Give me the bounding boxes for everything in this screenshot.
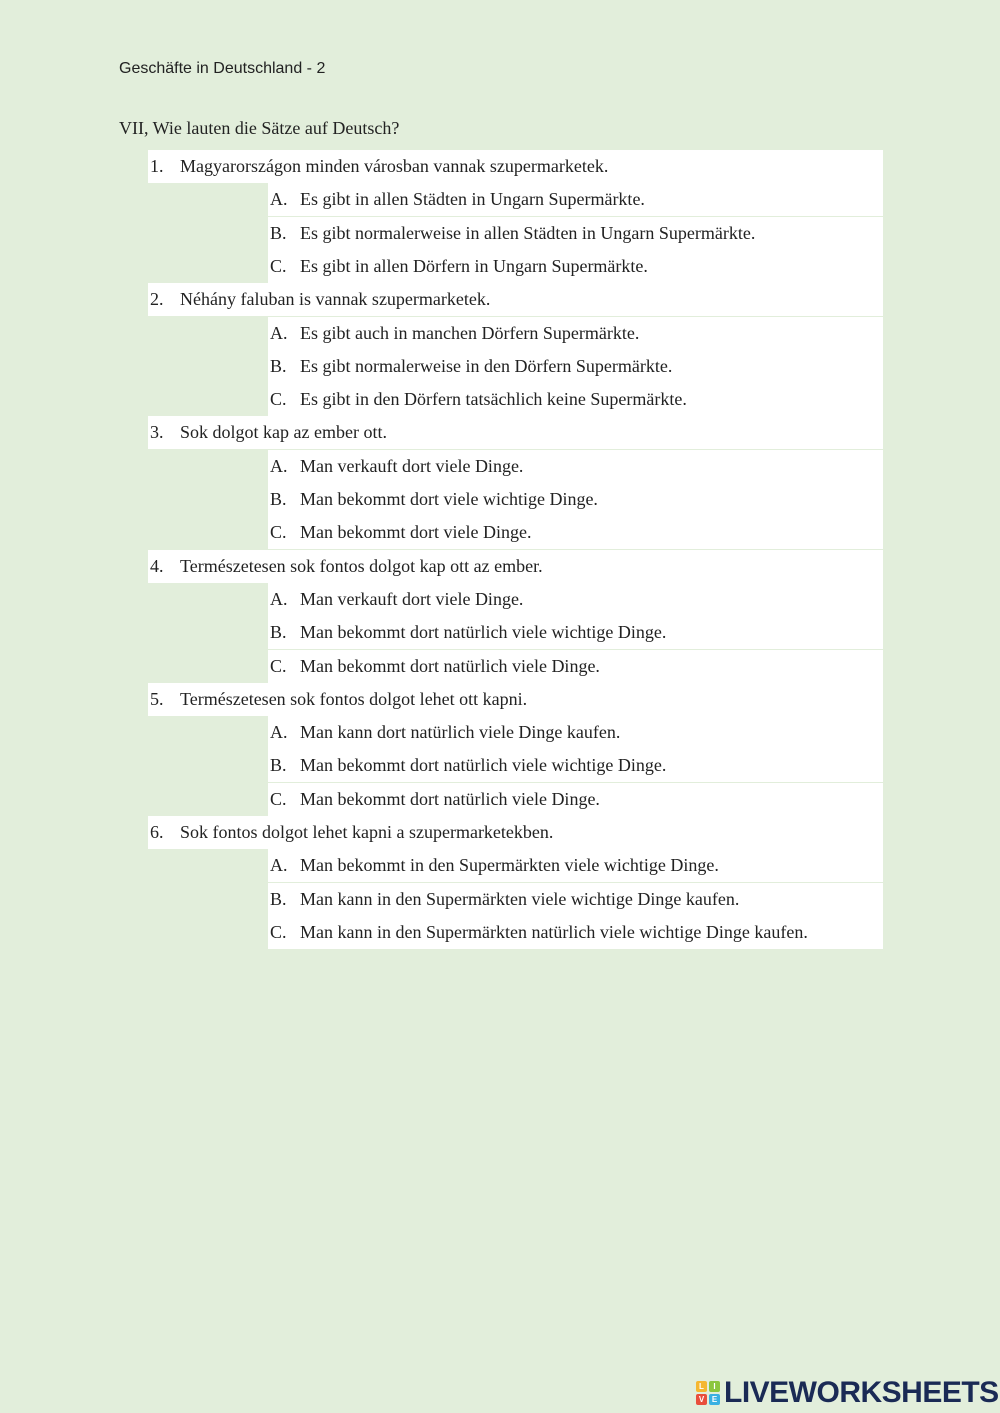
answer-option-5-b[interactable] [268,749,883,782]
answer-option-3-c[interactable] [268,516,883,549]
option-letter: A. [270,588,288,609]
option-text: Es gibt auch in manchen Dörfern Supermärkte. [300,322,640,343]
option-letter: C. [270,655,287,676]
option-text: Man bekommt dort viele wichtige Dinge. [300,489,598,509]
question-number: 2. [150,289,164,310]
answer-option-6-b[interactable] [268,883,883,916]
logo-square: V [696,1394,707,1405]
logo-square: E [709,1394,720,1405]
option-text: Man kann in den Supermärkten natürlich viele wichtige Dinge kaufen. [300,921,808,942]
question-text: Sok dolgot kap az ember ott. [180,422,387,443]
option-letter: A. [270,189,288,210]
option-text: Es gibt in allen Städten in Ungarn Supermärkte. [300,189,645,210]
option-text: Man bekommt dort viele Dinge. [300,522,532,543]
option-letter: C. [270,788,287,809]
question-text: Természetesen sok fontos dolgot kap ott az ember. [180,555,543,576]
answer-option-4-a[interactable] [268,583,883,616]
option-letter: B. [270,355,287,376]
answer-option-2-b[interactable] [268,350,883,383]
exercise-instruction: VII, Wie lauten die Sätze auf Deutsch? [119,118,400,138]
question-number: 4. [150,555,164,576]
logo-square: L [696,1381,707,1392]
option-letter: C. [270,921,287,942]
question-text: Magyarországon minden városban vannak szupermarketek. [180,156,609,176]
option-text: Es gibt normalerweise in allen Städten in Ungarn Supermärkte. [300,222,756,243]
option-text: Man bekommt dort natürlich viele Dinge. [300,655,600,676]
answer-option-6-a[interactable] [268,849,883,882]
answer-option-5-a[interactable] [268,716,883,749]
option-letter: B. [270,222,287,243]
option-letter: C. [270,389,287,410]
answer-option-2-c[interactable] [268,383,883,416]
option-text: Man verkauft dort viele Dinge. [300,455,524,476]
option-letter: C. [270,522,287,543]
option-letter: A. [270,455,288,476]
question-text: Sok fontos dolgot lehet kapni a szupermarketekben. [180,822,554,842]
liveworksheets-icon [696,1381,720,1405]
liveworksheets-logo [696,1376,999,1410]
answer-option-5-c[interactable] [268,783,883,816]
option-text: Man bekommt dort natürlich viele wichtige Dinge. [300,622,667,643]
question-1 [148,150,883,183]
answer-option-1-a[interactable] [268,183,883,216]
question-number: 5. [150,688,164,709]
question-4 [148,550,883,583]
option-letter: B. [270,622,287,643]
option-letter: B. [270,755,287,776]
answer-option-1-b[interactable] [268,217,883,250]
question-3 [148,416,883,449]
option-letter: A. [270,855,288,876]
answer-option-4-b[interactable] [268,616,883,649]
answer-option-3-a[interactable] [268,450,883,483]
option-letter: B. [270,489,287,509]
option-letter: A. [270,322,288,343]
option-text: Man kann in den Supermärkten viele wichtige Dinge kaufen. [300,888,740,909]
option-text: Es gibt normalerweise in den Dörfern Supermärkte. [300,355,673,376]
option-text: Man verkauft dort viele Dinge. [300,588,524,609]
option-text: Man bekommt dort natürlich viele Dinge. [300,788,600,809]
question-number: 6. [150,822,164,842]
option-text: Es gibt in allen Dörfern in Ungarn Supermärkte. [300,255,648,276]
question-5 [148,683,883,716]
logo-square: I [709,1381,720,1392]
answer-option-3-b[interactable] [268,483,883,516]
option-letter: C. [270,255,287,276]
logo-text: LIVEWORKSHEETS [724,1376,999,1409]
answer-option-6-c[interactable] [268,916,883,949]
option-text: Man kann dort natürlich viele Dinge kaufen. [300,722,621,743]
answer-option-4-c[interactable] [268,650,883,683]
worksheet-header: Geschäfte in Deutschland - 2 [119,60,326,77]
question-6 [148,816,883,849]
question-number: 3. [150,422,164,443]
answer-option-2-a[interactable] [268,317,883,350]
option-text: Man bekommt dort natürlich viele wichtige Dinge. [300,755,667,776]
question-text: Természetesen sok fontos dolgot lehet ott kapni. [180,688,528,709]
option-text: Es gibt in den Dörfern tatsächlich keine Supermärkte. [300,389,687,410]
question-text: Néhány faluban is vannak szupermarketek. [180,289,491,310]
question-number: 1. [150,156,164,176]
answer-option-1-c[interactable] [268,250,883,283]
option-letter: B. [270,888,287,909]
question-2 [148,283,883,316]
option-letter: A. [270,722,288,743]
option-text: Man bekommt in den Supermärkten viele wichtige Dinge. [300,855,719,876]
